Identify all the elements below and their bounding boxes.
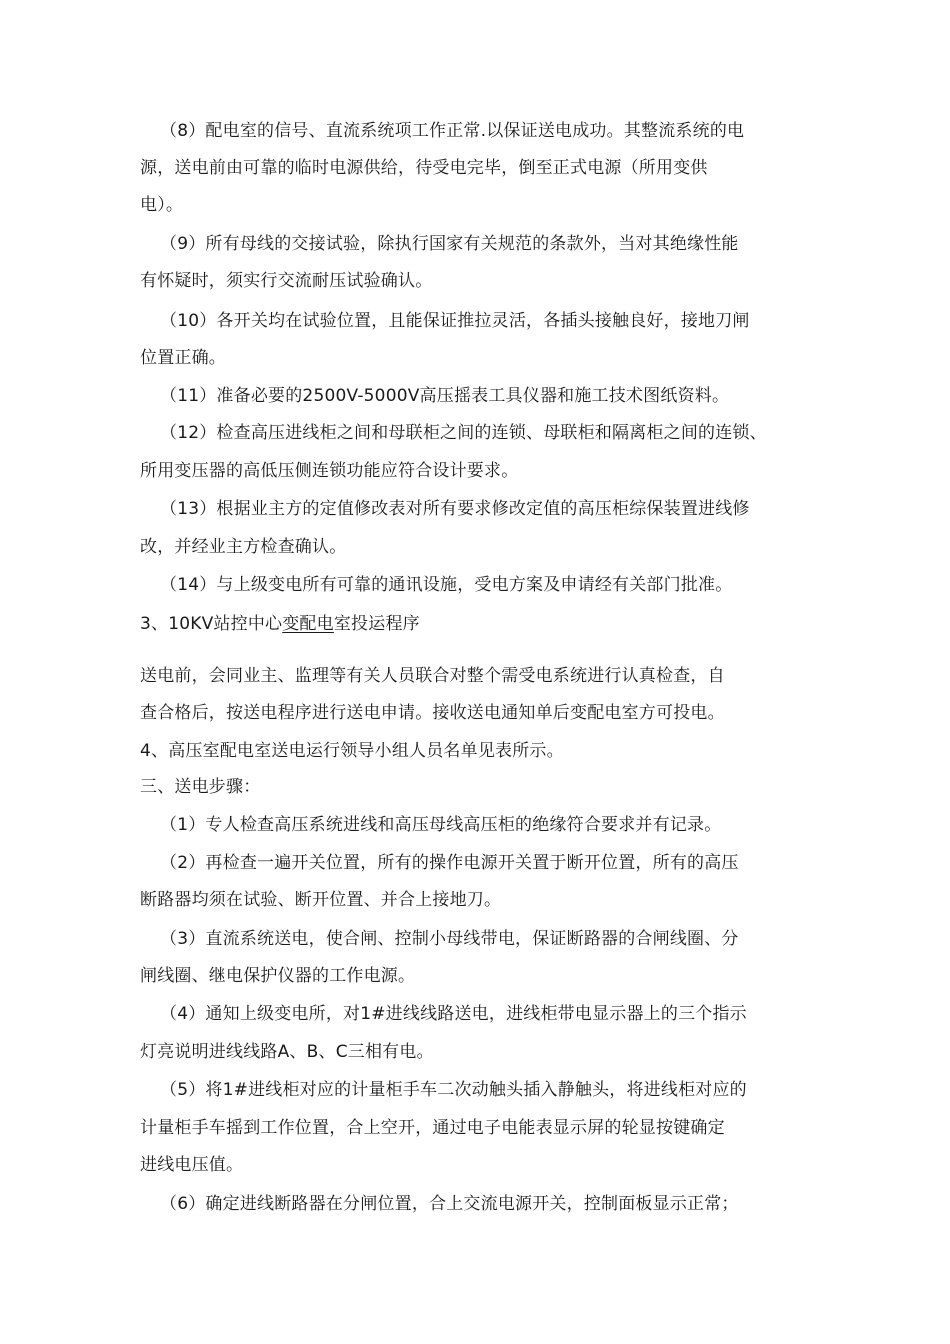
- section-heading: 4、高压室配电室送电运行领导小组人员名单见表所示。: [140, 741, 564, 761]
- heading-underlined-term: 变配电: [282, 614, 334, 634]
- heading-prefix: 3、10KV站控中心: [140, 614, 283, 634]
- text-line: （6）确定进线断路器在分闸位置，合上交流电源开关，控制面板显示正常；: [160, 1194, 739, 1214]
- text-line: 进线电压值。: [140, 1155, 244, 1175]
- text-line: （3）直流系统送电，使合闸、控制小母线带电，保证断路器的合闸线圈、分: [160, 929, 739, 949]
- section-heading: [140, 613, 420, 635]
- text-line: （13）根据业主方的定值修改表对所有要求修改定值的高压柜综保装置进线修: [160, 499, 750, 519]
- text-line: 所用变压器的高低压侧连锁功能应符合设计要求。: [140, 461, 519, 481]
- text-line: 改，并经业主方检查确认。: [140, 537, 347, 557]
- text-line: 断路器均须在试验、断开位置、并合上接地刀。: [140, 890, 502, 910]
- text-line: 位置正确。: [140, 348, 226, 368]
- heading-suffix: 室投运程序: [333, 614, 420, 634]
- text-line: （10）各开关均在试验位置，且能保证推拉灵活，各插头接触良好，接地刀闸: [160, 311, 750, 331]
- text-line: 灯亮说明进线线路A、B、C三相有电。: [140, 1042, 434, 1062]
- text-line: （9）所有母线的交接试验，除执行国家有关规范的条款外，当对其绝缘性能: [160, 234, 739, 254]
- text-line: （5）将1#进线柜对应的计量柜手车二次动触头插入静触头，将进线柜对应的: [160, 1080, 747, 1100]
- text-line: 源，送电前由可靠的临时电源供给，待受电完毕，倒至正式电源（所用变供: [140, 158, 708, 178]
- text-line: 查合格后，按送电程序进行送电申请。接收送电通知单后变配电室方可投电。: [140, 703, 725, 723]
- text-line: 闸线圈、继电保护仪器的工作电源。: [140, 966, 416, 986]
- text-line: 有怀疑时，须实行交流耐压试验确认。: [140, 271, 433, 291]
- section-heading: 三、送电步骤：: [140, 777, 261, 797]
- text-line: 计量柜手车摇到工作位置，合上空开，通过电子电能表显示屏的轮显按键确定: [140, 1118, 725, 1138]
- text-line: （12）检查高压进线柜之间和母联柜之间的连锁、母联柜和隔离柜之间的连锁、: [160, 423, 767, 443]
- text-line: （1）专人检查高压系统进线和高压母线高压柜的绝缘符合要求并有记录。: [160, 815, 722, 835]
- text-line: （14）与上级变电所有可靠的通讯设施，受电方案及申请经有关部门批准。: [160, 575, 733, 595]
- text-line: 电）。: [140, 195, 184, 215]
- text-line: （2）再检查一遍开关位置，所有的操作电源开关置于断开位置，所有的高压: [160, 853, 739, 873]
- text-line: （8）配电室的信号、直流系统项工作正常.以保证送电成功。其整流系统的电: [160, 121, 745, 141]
- text-line: （4）通知上级变电所，对1#进线线路送电，进线柜带电显示器上的三个指示: [160, 1004, 747, 1024]
- text-line: （11）准备必要的2500V-5000V高压摇表工具仪器和施工技术图纸资料。: [160, 386, 730, 406]
- text-line: 送电前，会同业主、监理等有关人员联合对整个需受电系统进行认真检查，自: [140, 666, 725, 686]
